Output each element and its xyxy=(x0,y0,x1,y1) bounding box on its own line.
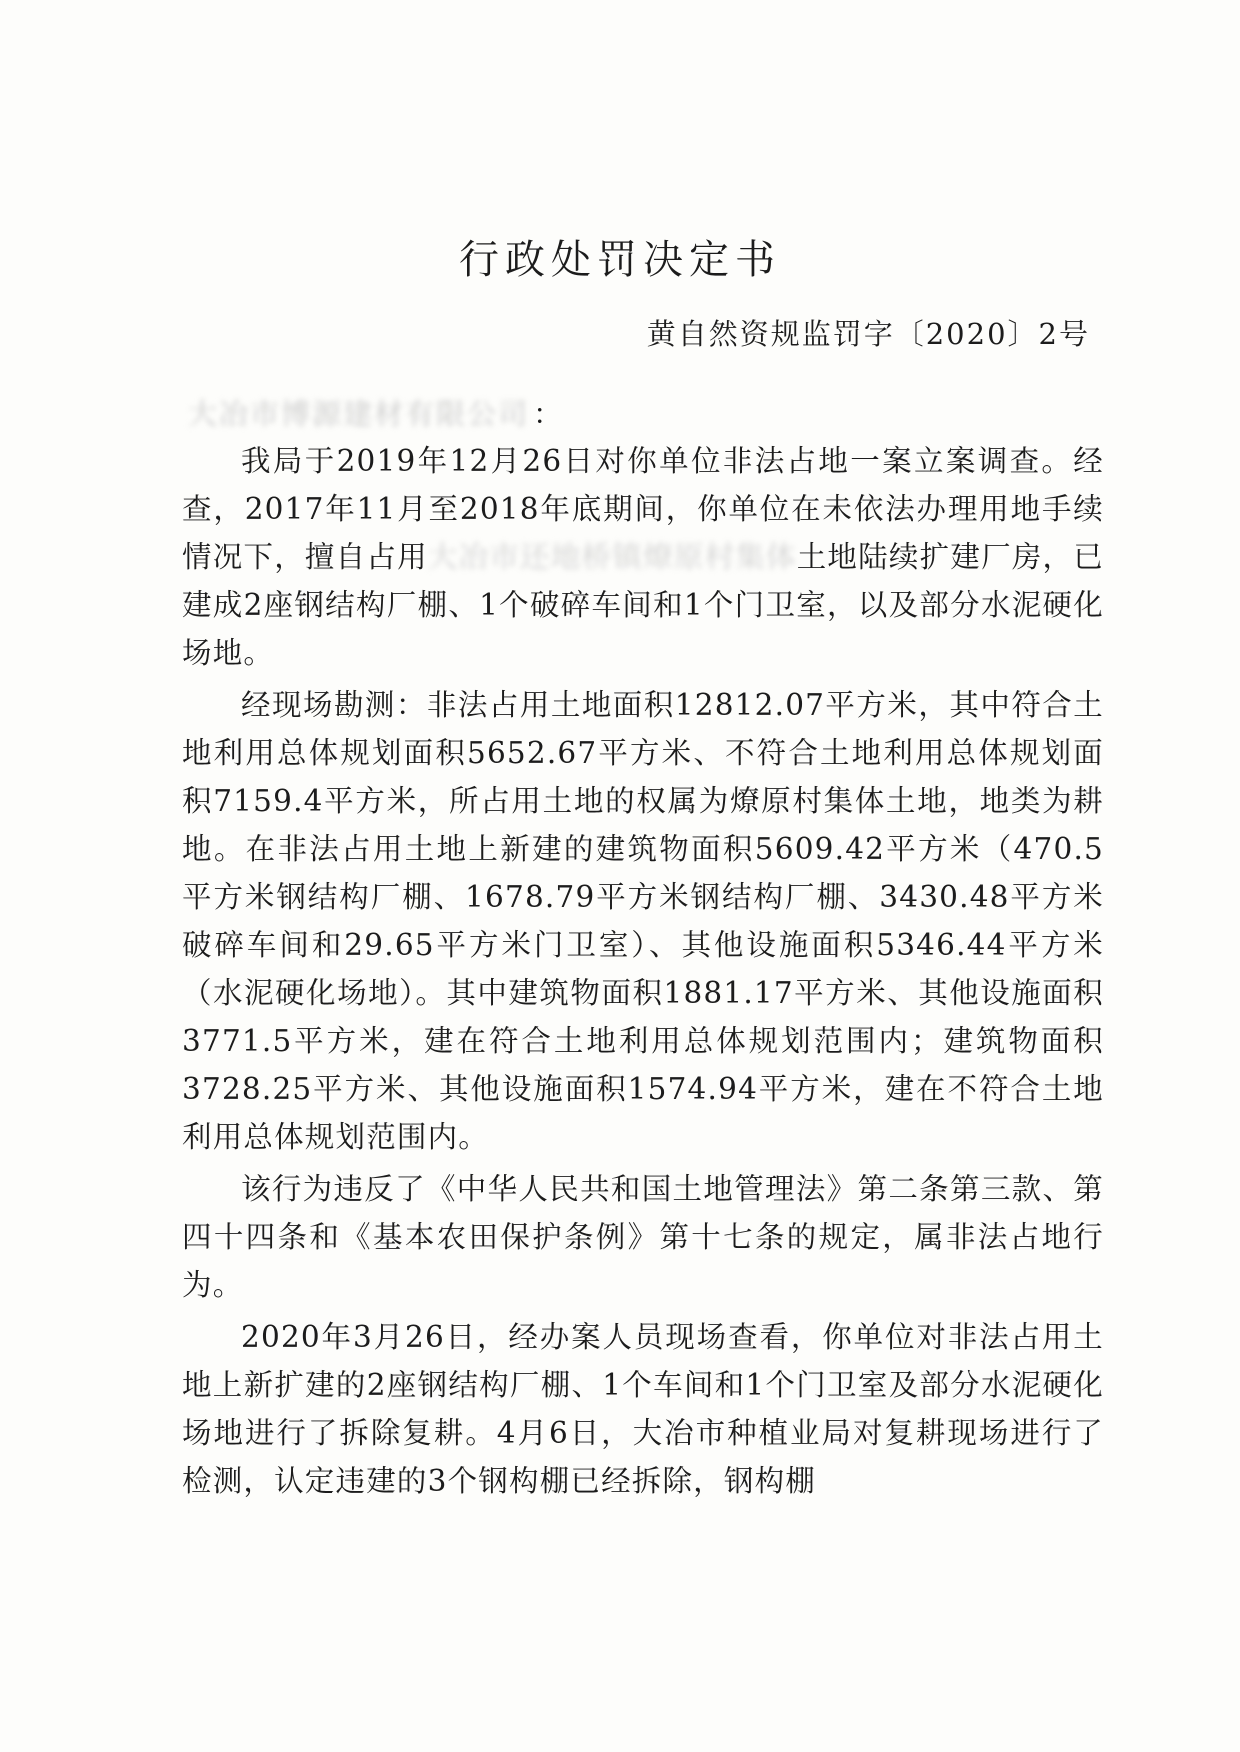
addressee-line xyxy=(188,392,562,433)
redacted-location: 大冶市还地桥镇燎原村集体 xyxy=(427,540,797,574)
paragraph-investigation-after: 土地陆续扩建厂房，已建成2座钢结构厂棚、1个破碎车间和1个门卫室，以及部分水泥硬化场地。 xyxy=(182,540,1104,670)
paragraph-rectification: 2020年3月26日，经办案人员现场查看，你单位对非法占用土地上新扩建的2座钢结构厂棚、1个车间和1个门卫室及部分水泥硬化场地进行了拆除复耕。4月6日，大冶市种植业局对复耕现场进行了检测，认定违建的3个钢构棚已经拆除，钢构棚 xyxy=(182,1320,1104,1498)
addressee-colon: ： xyxy=(533,397,563,431)
addressee-name-redacted: 大冶市博源建材有限公司 xyxy=(188,397,530,431)
document-body xyxy=(182,437,1104,1509)
paragraph-investigation-before: 我局于2019年12月26日对你单位非法占地一案立案调查。经查，2017年11月至2018年底期间，你单位在未依法办理用地手续情况下，擅自占用 xyxy=(182,444,1104,574)
document-number: 黄自然资规监罚字〔2020〕2号 xyxy=(646,317,1090,351)
paragraph-violation: 该行为违反了《中华人民共和国土地管理法》第二条第三款、第四十四条和《基本农田保护条例》第十七条的规定，属非法占地行为。 xyxy=(182,1172,1104,1302)
paragraph-investigation xyxy=(182,437,1104,677)
paragraph-survey: 经现场勘测：非法占用土地面积12812.07平方米，其中符合土地利用总体规划面积5652.67平方米、不符合土地利用总体规划面积7159.4平方米，所占用土地的权属为燎原村集体土地，地类为耕地。在非法占用土地上新建的建筑物面积5609.42平方米（470.5平方米钢结构厂棚、1678.79平方米钢结构厂棚、3430.48平方米破碎车间和29.65平方米门卫室）、其他设施面积5346.44平方米（水泥硬化场地）。其中建筑物面积1881.17平方米、其他设施面积3771.5平方米，建在符合土地利用总体规划范围内；建筑物面积3728.25平方米、其他设施面积1574.94平方米，建在不符合土地利用总体规划范围内。 xyxy=(182,688,1104,1154)
document-title: 行政处罚决定书 xyxy=(459,237,781,283)
